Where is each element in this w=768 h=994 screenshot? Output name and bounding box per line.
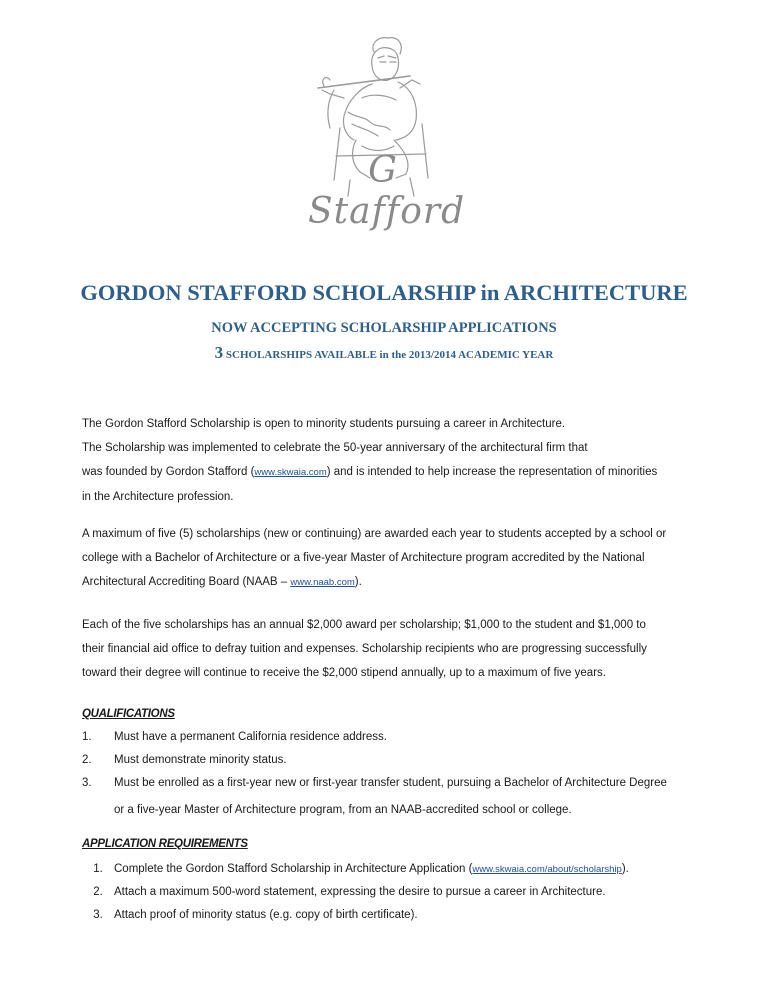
list-item: 1. Complete the Gordon Stafford Scholarship in Architecture Application (www.skwaia.com/about/scholarship). <box>93 863 629 875</box>
availability-text: SCHOLARSHIPS AVAILABLE in the 2013/2014 ACADEMIC YEAR <box>225 349 554 361</box>
list-item: 3. Must be enrolled as a first-year new or first-year transfer student, pursuing a Bachelor of Architecture Degree <box>82 777 667 789</box>
naab-link[interactable]: www.naab.com <box>290 577 355 588</box>
intro-line: The Scholarship was implemented to celebrate the 50-year anniversary of the architectural firm that <box>82 442 588 454</box>
qualifications-list <box>82 726 722 822</box>
list-item: 3. Attach proof of minority status (e.g. copy of birth certificate). <box>93 909 418 921</box>
availability-line <box>0 343 768 363</box>
scholarship-count: 3 <box>214 343 224 362</box>
intro-line: was founded by Gordon Stafford (www.skwaia.com) and is intended to help increase the representation of minorities <box>82 466 658 478</box>
award-line: toward their degree will continue to receive the $2,000 stipend annually, up to a maximum of five years. <box>82 667 606 679</box>
application-link[interactable]: www.skwaia.com/about/scholarship <box>472 864 622 875</box>
max-awards-line: college with a Bachelor of Architecture or a five-year Master of Architecture program accredited by the National <box>82 552 645 564</box>
award-line: Each of the five scholarships has an annual $2,000 award per scholarship; $1,000 to the student and $1,000 to <box>82 619 646 631</box>
intro-paragraph <box>82 412 702 509</box>
intro-line: The Gordon Stafford Scholarship is open to minority students pursuing a career in Architecture. <box>82 418 566 430</box>
intro-line: in the Architecture profession. <box>82 491 234 503</box>
award-amount-paragraph <box>82 613 702 685</box>
max-awards-paragraph <box>82 522 702 595</box>
list-item: 2. Attach a maximum 500-word statement, expressing the desire to pursue a career in Architecture. <box>93 886 606 898</box>
list-item-continuation: or a five-year Master of Architecture program, from an NAAB-accredited school or college. <box>114 804 572 816</box>
page-title: GORDON STAFFORD SCHOLARSHIP in ARCHITECTURE <box>80 280 688 305</box>
award-line: their financial aid office to defray tuition and expenses. Scholarship recipients who are progressing successfully <box>82 643 647 655</box>
subtitle: NOW ACCEPTING SCHOLARSHIP APPLICATIONS <box>211 320 557 336</box>
max-awards-line: Architectural Accrediting Board (NAAB – www.naab.com). <box>82 576 362 588</box>
requirements-list <box>82 858 722 927</box>
application-requirements-heading: APPLICATION REQUIREMENTS <box>82 838 248 850</box>
signature-logo-text: G Stafford <box>308 150 466 232</box>
list-item: 1. Must have a permanent California residence address. <box>82 731 387 743</box>
list-item: 2. Must demonstrate minority status. <box>82 754 287 766</box>
skwaia-link[interactable]: www.skwaia.com <box>254 467 327 478</box>
max-awards-line: A maximum of five (5) scholarships (new or continuing) are awarded each year to students accepted by a school or <box>82 528 667 540</box>
qualifications-heading: QUALIFICATIONS <box>82 708 175 720</box>
